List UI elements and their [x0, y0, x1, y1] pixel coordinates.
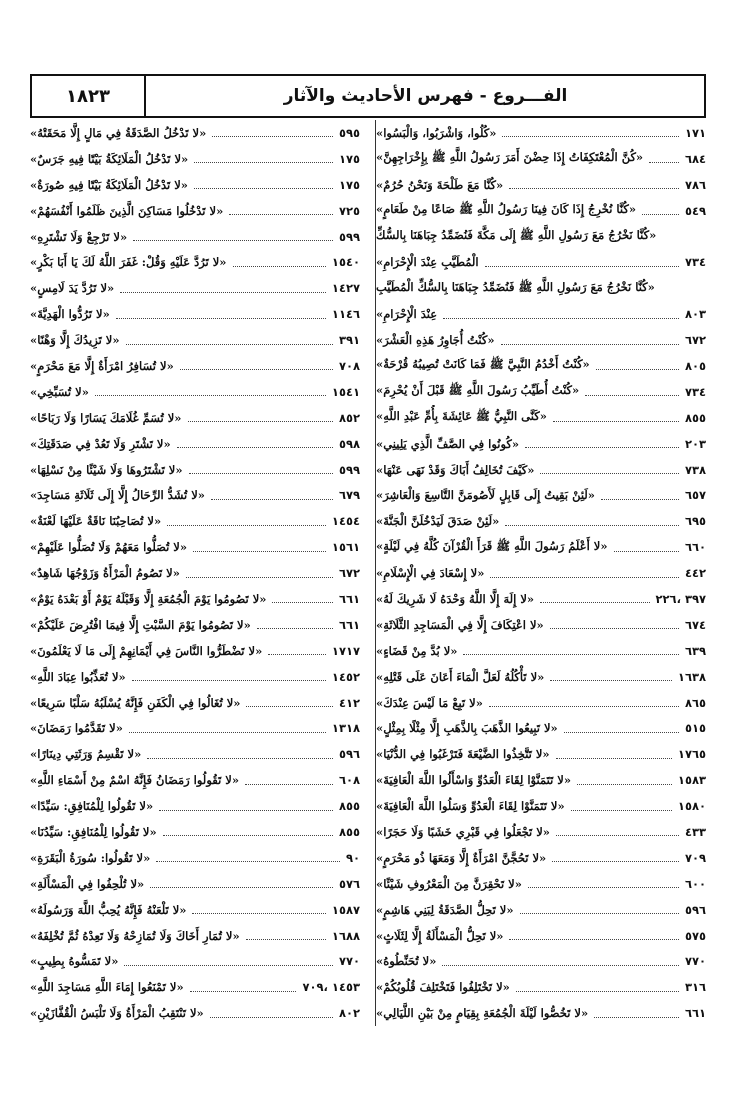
index-entry	[376, 845, 706, 871]
entry-reference: ١١٤٦	[331, 307, 360, 322]
entry-text: «كُلُوا، وَاشْرَبُوا، وَالْبَسُوا»	[376, 125, 497, 140]
entry-text: «لا تَحْقِرَنَّ مِنَ الْمَعْرُوفِ شَيْئًا»	[376, 876, 522, 891]
index-entry	[30, 120, 360, 146]
dot-leader	[192, 905, 325, 914]
index-entry	[376, 560, 706, 586]
entry-text: «كُنَّا مَعَ طَلْحَةَ وَنَحْنُ حُرُمٌ»	[376, 177, 504, 192]
entry-text: «كُنَّا نُخْرِجُ إِذَا كَانَ فِينَا رَسُولُ اللَّهِ ﷺ صَاعًا مِنْ طَعَامٍ»	[376, 202, 637, 217]
dot-leader	[556, 827, 679, 836]
entry-text: «لا تَمْنَعُوا إِمَاءَ اللَّهِ مَسَاجِدَ اللَّهِ»	[30, 980, 184, 995]
index-entry	[30, 586, 360, 612]
entry-text: «لا تَرُدَّ يَدَ لَامِسٍ»	[30, 281, 115, 296]
entry-reference: ٥٩٦	[338, 747, 360, 762]
entry-reference: ٨٦٥	[684, 695, 706, 710]
entry-text: «لا تَبِيعُوا الذَّهَبَ بِالذَّهَبِ إِلَّا مِثْلًا بِمِثْلٍ»	[376, 721, 558, 736]
entry-text: «لا اعْتِكَافَ إِلَّا فِي الْمَسَاجِدِ الثَّلَاثَةِ»	[376, 617, 544, 632]
dot-leader	[528, 879, 679, 888]
right-column	[375, 120, 706, 1026]
index-entry	[376, 767, 706, 793]
index-columns	[30, 120, 706, 1084]
entry-text: «لا تَخْتَلِفُوا فَتَخْتَلِفَ قُلُوبُكُمْ»	[376, 980, 510, 995]
entry-text: «كَيْفَ تُخَالِفُ أَبَاكَ وَقَدْ نَهَى عَنْهَا»	[376, 462, 535, 477]
entry-text: «كُنَّا نَخْرُجُ مَعَ رَسُولِ اللَّهِ ﷺ إِلَى مَكَّةَ فَنُضَمِّدُ جِبَاهَنَا بِالسُّكِّ	[376, 228, 657, 242]
entry-text: «كَنَّى النَّبِيُّ ﷺ عَائِشَةَ بِأُمِّ عَبْدِ اللَّهِ»	[376, 409, 547, 424]
dot-leader	[550, 620, 679, 629]
entry-reference: ٥٩٦	[684, 902, 706, 917]
entry-reference: ١٤٢٧	[331, 281, 360, 296]
entry-reference: ١٥٨٧	[331, 902, 360, 917]
index-entry	[30, 172, 360, 198]
entry-text: «لا تَقُولُوا لِلْمُنَافِقِ: سَيِّدُنَا»	[30, 824, 157, 839]
dot-leader	[120, 284, 326, 293]
dot-leader	[177, 439, 333, 448]
index-entry	[30, 146, 360, 172]
entry-reference: ٦٣٩	[684, 643, 706, 658]
index-entry	[30, 327, 360, 353]
entry-reference: ٣٩٧ ،٢٢٦	[655, 591, 706, 606]
entry-reference: ٥١٥	[684, 721, 706, 736]
entry-reference: ١٦٨٨	[331, 928, 360, 943]
entry-reference: ٦٧٤	[684, 617, 706, 632]
dot-leader	[156, 853, 340, 862]
index-entry	[30, 1000, 360, 1026]
entry-text: «لا تَبِعْ مَا لَيْسَ عِنْدَكَ»	[376, 695, 483, 710]
entry-text: «لا تَزِيدُكَ إِلَّا وَهْنًا»	[30, 333, 120, 348]
dot-leader	[525, 439, 679, 448]
entry-reference: ٧٧٠	[338, 954, 360, 969]
entry-text: «لا تَرْجِعْ وَلَا تَشْتَرِهِ»	[30, 229, 128, 244]
entry-reference: ١٤٥٣ ،٧٠٩	[302, 980, 360, 995]
page-header	[30, 74, 706, 118]
entry-text: «لَئِنْ بَقِيتُ إِلَى قَابِلٍ لَأَصُومَنَّ التَّاسِعَ وَالْعَاشِرَ»	[376, 488, 595, 503]
index-entry	[376, 431, 706, 457]
dot-leader	[150, 879, 333, 888]
dot-leader	[489, 698, 679, 707]
entry-text: «لا تَصُومُ الْمَرْأَةُ وَزَوْجُهَا شَاهِدٌ»	[30, 566, 180, 581]
entry-reference: ٧٧٠	[684, 954, 706, 969]
index-entry	[376, 923, 706, 949]
entry-text: «لا تُصَاحِبُنَا نَاقَةٌ عَلَيْهَا لَعْنَةٌ»	[30, 514, 162, 529]
entry-text: «لا تُحَنِّطُوهُ»	[376, 954, 437, 969]
entry-reference: ٧٣٨	[684, 462, 706, 477]
dot-leader	[210, 1009, 333, 1018]
entry-reference: ١٥٦١	[331, 540, 360, 555]
index-entry	[376, 534, 706, 560]
entry-reference: ٦٧٢	[684, 333, 706, 348]
index-entry	[376, 482, 706, 508]
entry-reference: ٥٤٩	[684, 203, 706, 218]
entry-reference: ١٥٤٠	[331, 255, 360, 270]
dot-leader	[246, 698, 332, 707]
dot-leader	[577, 776, 672, 785]
dot-leader	[443, 310, 679, 319]
index-entry	[376, 974, 706, 1000]
entry-text: «لا تَخُصُّوا لَيْلَةَ الْجُمُعَةِ بِقِيَامٍ مِنْ بَيْنِ اللَّيَالِي»	[376, 1006, 589, 1021]
entry-text: «لا تَدْخُلُ الْمَلَائِكَةُ بَيْتًا فِيهِ صُورَةٌ»	[30, 177, 188, 192]
dot-leader	[662, 233, 700, 241]
entry-reference: ١٥٤١	[331, 384, 360, 399]
index-entry	[30, 431, 360, 457]
dot-leader	[189, 465, 333, 474]
entry-reference: ٣١٦	[684, 980, 706, 995]
entry-reference: ١٧٦٥	[677, 747, 706, 762]
index-entry	[376, 638, 706, 664]
entry-reference: ٣٩١	[338, 333, 360, 348]
dot-leader	[194, 154, 333, 163]
entry-text: «لا تُصَلُّوا مَعَهُمْ وَلَا تُصَلُّوا عَلَيْهِمْ»	[30, 540, 188, 555]
index-entry	[30, 224, 360, 250]
entry-text: «لا تَتَّخِذُوا الضَّيْعَةَ فَتَرْغَبُوا فِي الدُّنْيَا»	[376, 747, 550, 762]
entry-reference: ١٣١٨	[331, 721, 360, 736]
index-entry	[376, 586, 706, 612]
entry-reference: ٦٥٧	[684, 488, 706, 503]
entry-text: «لا بُدَّ مِنْ قَضَاءٍ»	[376, 643, 458, 658]
dot-leader	[516, 983, 679, 992]
index-entry	[376, 224, 706, 250]
dot-leader	[211, 491, 333, 500]
entry-reference: ٧٠٨	[338, 358, 360, 373]
dot-leader	[233, 258, 326, 267]
index-entry	[30, 690, 360, 716]
dot-leader	[502, 128, 679, 137]
entry-text: «لا تَصُومُوا يَوْمَ السَّبْتِ إِلَّا فِيمَا افْتُرِضَ عَلَيْكُمْ»	[30, 617, 251, 632]
entry-reference: ٦٩٥	[684, 514, 706, 529]
entry-reference: ١٧٥	[338, 177, 360, 192]
dot-leader	[661, 284, 700, 292]
entry-text: «لا تَقُولُوا: سُورَةُ الْبَقَرَةِ»	[30, 850, 151, 865]
entry-reference: ٦٦١	[684, 1006, 706, 1021]
dot-leader	[540, 465, 678, 474]
index-entry	[376, 508, 706, 534]
index-entry	[376, 120, 706, 146]
entry-reference: ٨٥٢	[338, 410, 360, 425]
dot-leader	[257, 620, 333, 629]
entry-text: «لا تُلْحِفُوا فِي الْمَسْأَلَةِ»	[30, 876, 145, 891]
entry-text: «لا تَلْعَنْهُ فَإِنَّهُ يُحِبُّ اللَّهَ وَرَسُولَهُ»	[30, 902, 187, 917]
entry-text: «لا تَقُولُوا لِلْمُنَافِقِ: سَيِّدًا»	[30, 799, 154, 814]
entry-reference: ٧٢٥	[338, 203, 360, 218]
entry-reference: ٧٠٩	[684, 850, 706, 865]
entry-reference: ٩٠	[345, 850, 360, 865]
dot-leader	[490, 569, 679, 578]
entry-text: «لا تَشْتَرِ وَلَا تَعُدْ فِي صَدَقَتِكَ»	[30, 436, 171, 451]
entry-reference: ٥٩٨	[338, 436, 360, 451]
dot-leader	[585, 387, 679, 396]
entry-reference: ٦٠٠	[684, 876, 706, 891]
entry-reference: ٧٣٤	[684, 255, 706, 270]
dot-leader	[116, 310, 326, 319]
index-entry	[30, 715, 360, 741]
dot-leader	[147, 750, 333, 759]
entry-text: «لا تَقْسِمُ وَرَثَتِي دِينَارًا»	[30, 747, 142, 762]
dot-leader	[188, 413, 333, 422]
index-entry	[376, 612, 706, 638]
entry-reference: ٤٤٢	[684, 566, 706, 581]
entry-text: «كُنْتُ أُطَيِّبُ رَسُولَ اللَّهِ ﷺ قَبْلَ أَنْ يُحْرِمَ»	[376, 383, 580, 398]
entry-reference: ١٧١٧	[331, 643, 360, 658]
dot-leader	[540, 594, 649, 603]
dot-leader	[642, 206, 679, 215]
dot-leader	[159, 802, 333, 811]
entry-text: «لا إِسْعَادَ فِي الْإِسْلَامِ»	[376, 566, 485, 581]
dot-leader	[571, 802, 672, 811]
dot-leader	[552, 853, 679, 862]
entry-text: «لا تَدْخُلُ الصَّدَقَةُ فِي مَالٍ إِلَّا مَحَقَتْهُ»	[30, 125, 207, 140]
index-entry	[30, 405, 360, 431]
entry-reference: ٥٧٥	[684, 928, 706, 943]
entry-reference: ٨٠٢	[338, 1006, 360, 1021]
entry-text: «لا تُمَارِ أَخَاكَ وَلَا تُمَازِحْهُ وَلَا تَعِدْهُ ثُمَّ تُخْلِفَهُ»	[30, 928, 240, 943]
entry-text: «كُنْتُ أَخْدُمُ النَّبِيَّ ﷺ فَمَا كَانَتْ تُصِيبُهُ قُرْحَةٌ»	[376, 357, 590, 372]
index-entry	[30, 974, 360, 1000]
index-entry	[30, 249, 360, 275]
dot-leader	[167, 517, 326, 526]
entry-reference: ٦٠٨	[338, 773, 360, 788]
dot-leader	[596, 361, 679, 370]
index-entry	[376, 690, 706, 716]
index-entry	[376, 405, 706, 431]
entry-reference: ٧٣٤	[684, 384, 706, 399]
entry-text: «لا تَأْكُلُهُ لَعَلَّ الْمَاءَ أَعَانَ عَلَى قَتْلِهِ»	[376, 669, 545, 684]
index-entry	[376, 457, 706, 483]
index-entry	[376, 1000, 706, 1026]
index-entry	[376, 249, 706, 275]
entry-text: «لا تُشَدُّ الرِّحَالُ إِلَّا إِلَى ثَلَاثَةِ مَسَاجِدَ»	[30, 488, 205, 503]
dot-leader	[163, 827, 333, 836]
entry-reference: ٨٥٥	[338, 799, 360, 814]
dot-leader	[485, 258, 679, 267]
index-entry	[30, 612, 360, 638]
index-entry	[30, 457, 360, 483]
dot-leader	[193, 543, 326, 552]
entry-text: «لا تَشْتَرُوهَا وَلَا شَيْئًا مِنْ نَسْلِهَا»	[30, 462, 183, 477]
dot-leader	[509, 931, 678, 940]
entry-reference: ٨٥٥	[338, 824, 360, 839]
index-entry	[30, 560, 360, 586]
entry-reference: ١٧٥	[338, 151, 360, 166]
index-entry	[30, 949, 360, 975]
index-entry	[376, 871, 706, 897]
entry-reference: ٧٨٦	[684, 177, 706, 192]
index-entry	[30, 897, 360, 923]
entry-text: «لا تُسَمِّ غُلَامَكَ يَسَارًا وَلَا رَبَاحًا»	[30, 410, 182, 425]
index-entry	[376, 275, 706, 301]
dot-leader	[550, 672, 672, 681]
entry-reference: ١٦٣٨	[677, 669, 706, 684]
left-column	[30, 120, 360, 1026]
index-entry	[30, 741, 360, 767]
dot-leader	[180, 361, 333, 370]
entry-reference: ٨٥٥	[684, 410, 706, 425]
entry-text: «لا تُسَبِّخِي»	[30, 384, 89, 399]
entry-text: «كُنْتُ أُجَاوِرُ هَذِهِ الْعَشْرَ»	[376, 333, 495, 348]
entry-text: «كُنَّ الْمُعْتَكِفَاتُ إِذَا حِضْنَ أَمَرَ رَسُولُ اللَّهِ ﷺ بِإِخْرَاجِهِنَّ»	[376, 150, 644, 165]
entry-reference: ٥٧٦	[338, 876, 360, 891]
entry-text: «لا تَجْعَلُوا فِي قَبْرِي خَشَبًا وَلَا حَجَرًا»	[376, 824, 550, 839]
index-entry	[376, 172, 706, 198]
entry-text: «لا تَقُولُوا رَمَضَانُ فَإِنَّهُ اسْمٌ مِنْ أَسْمَاءِ اللَّهِ»	[30, 773, 240, 788]
index-entry	[30, 534, 360, 560]
entry-text: «لا تَحِلُّ الْمَسْأَلَةُ إِلَّا لِثَلَاثٍ»	[376, 928, 504, 943]
index-page	[30, 74, 706, 1084]
entry-reference: ٦٦١	[338, 617, 360, 632]
entry-reference: ٦٧٩	[338, 488, 360, 503]
index-entry	[30, 767, 360, 793]
entry-text: «لا تَحُجَّنَّ امْرَأَةٌ إِلَّا وَمَعَهَا ذُو مَحْرَمٍ»	[376, 850, 547, 865]
dot-leader	[126, 336, 333, 345]
entry-text: «لا تَرُدَّ عَلَيْهِ وَقُلْ: غَفَرَ اللَّهُ لَكَ يَا أَبَا بَكْرٍ»	[30, 255, 227, 270]
entry-reference: ٥٩٥	[338, 125, 360, 140]
entry-reference: ٤١٢	[338, 695, 360, 710]
index-entry	[376, 819, 706, 845]
dot-leader	[124, 957, 333, 966]
entry-text: «لا تَقَدَّمُوا رَمَضَانَ»	[30, 721, 123, 736]
entry-text: «كُونُوا فِي الصَّفِّ الَّذِي يَلِينِي»	[376, 436, 520, 451]
entry-text: «لا إِلَهَ إِلَّا اللَّهُ وَحْدَهُ لَا شَرِيكَ لَهُ»	[376, 591, 535, 606]
index-entry	[376, 715, 706, 741]
index-entry	[376, 793, 706, 819]
entry-reference: ١٥٨٠	[677, 799, 706, 814]
dot-leader	[509, 180, 679, 189]
dot-leader	[553, 413, 679, 422]
dot-leader	[190, 983, 297, 992]
dot-leader	[229, 206, 333, 215]
index-entry	[30, 508, 360, 534]
entry-reference: ٤٣٣	[684, 824, 706, 839]
entry-reference: ١٥٨٣	[677, 773, 706, 788]
entry-text: «لا تُعَذِّبُوا عِبَادَ اللَّهِ»	[30, 669, 126, 684]
dot-leader	[245, 776, 333, 785]
dot-leader	[186, 569, 333, 578]
entry-reference: ٨٠٣	[684, 307, 706, 322]
dot-leader	[594, 1009, 679, 1018]
entry-text: عِنْدَ الْإِحْرَامِ»	[376, 307, 438, 322]
entry-text: «لا تَضْطَرُّوا النَّاسَ فِي أَيْمَانِهِمْ إِلَى مَا لَا يَعْلَمُونَ»	[30, 643, 263, 658]
dot-leader	[272, 594, 332, 603]
entry-text: «لَئِنْ صَدَقَ لَيَدْخُلَنَّ الْجَنَّةَ»	[376, 514, 500, 529]
entry-reference: ٨٠٥	[684, 358, 706, 373]
index-entry	[30, 275, 360, 301]
dot-leader	[268, 646, 326, 655]
entry-text: «لا تَحِلُّ الصَّدَقَةُ لِبَنِي هَاشِمٍ»	[376, 902, 514, 917]
entry-reference: ٥٩٩	[338, 229, 360, 244]
dot-leader	[601, 491, 679, 500]
index-entry	[376, 897, 706, 923]
entry-text: «لا تَرُدُّوا الْهَدِيَّةَ»	[30, 307, 110, 322]
index-entry	[376, 301, 706, 327]
index-entry	[376, 379, 706, 405]
entry-text: «لا تُغَالُوا فِي الْكَفَنِ فَإِنَّهُ يُسْلَبُهُ سَلْبًا سَرِيعًا»	[30, 695, 241, 710]
entry-reference: ٦٦٠	[684, 540, 706, 555]
dot-leader	[129, 724, 326, 733]
entry-reference: ١٧١	[684, 125, 706, 140]
dot-leader	[505, 517, 679, 526]
index-entry	[30, 845, 360, 871]
index-entry	[30, 819, 360, 845]
entry-reference: ٦٧٢	[338, 566, 360, 581]
entry-reference: ٢٠٣	[684, 436, 706, 451]
dot-leader	[194, 180, 333, 189]
index-entry	[376, 146, 706, 172]
dot-leader	[463, 646, 678, 655]
entry-text: «لا تُسَافِرُ امْرَأَةٌ إِلَّا مَعَ مَحْرَمٍ»	[30, 358, 174, 373]
index-entry	[376, 741, 706, 767]
index-entry	[30, 353, 360, 379]
dot-leader	[212, 128, 333, 137]
index-entry	[30, 871, 360, 897]
dot-leader	[556, 750, 672, 759]
index-entry	[30, 198, 360, 224]
entry-reference: ٦٨٤	[684, 151, 706, 166]
dot-leader	[95, 387, 326, 396]
dot-leader	[649, 154, 679, 163]
index-entry	[376, 353, 706, 379]
entry-text: «لا تَدْخُلُ الْمَلَائِكَةُ بَيْتًا فِيهِ جَرَسٌ»	[30, 151, 189, 166]
entry-text: «كُنَّا نَخْرُجُ مَعَ رَسُولِ اللَّهِ ﷺ فَنُضَمِّدُ جِبَاهَنَا بِالسُّكِّ الْمُطَيَّبِ	[376, 279, 655, 294]
entry-text: «لا تَمَسُّوهُ بِطِيبٍ»	[30, 954, 119, 969]
entry-text: «لا تَدْخُلُوا مَسَاكِنَ الَّذِينَ ظَلَمُوا أَنْفُسَهُمْ»	[30, 203, 224, 218]
index-entry	[376, 664, 706, 690]
index-entry	[30, 793, 360, 819]
entry-reference: ١٤٥٤	[331, 514, 360, 529]
entry-text: «لا تَنْتَقِبُ الْمَرْأَةُ وَلَا تَلْبَسُ الْقُفَّازَيْنِ»	[30, 1006, 204, 1021]
dot-leader	[520, 905, 679, 914]
index-entry	[376, 198, 706, 224]
entry-text: «لا أَعْلَمُ رَسُولَ اللَّهِ ﷺ قَرَأَ الْقُرْآنَ كُلَّهُ فِي لَيْلَةٍ»	[376, 538, 608, 553]
entry-text: «لا تَتَمَنَّوْا لِقَاءَ الْعَدُوِّ وَسَلُوا اللَّهَ الْعَافِيَةَ»	[376, 799, 565, 814]
entry-reference: ٥٩٩	[338, 462, 360, 477]
dot-leader	[501, 336, 679, 345]
index-entry	[30, 664, 360, 690]
entry-reference: ١٤٥٢	[331, 669, 360, 684]
dot-leader	[564, 724, 679, 733]
index-entry	[30, 301, 360, 327]
entry-text: «لا تَتَمَنَّوْا لِقَاءَ الْعَدُوِّ وَاسْأَلُوا اللَّهَ الْعَافِيَةَ»	[376, 773, 572, 788]
running-title: الفـــروع - فهرس الأحاديث والآثار	[283, 86, 568, 106]
entry-reference: ٦٦١	[338, 591, 360, 606]
dot-leader	[132, 672, 326, 681]
index-entry	[30, 482, 360, 508]
page-number: ١٨٢٣	[32, 76, 146, 116]
dot-leader	[442, 957, 679, 966]
index-entry	[376, 327, 706, 353]
entry-text: «لا تَصُومُوا يَوْمَ الْجُمُعَةِ إِلَّا وَقَبْلَهُ يَوْمٌ أَوْ بَعْدَهُ يَوْمٌ»	[30, 591, 267, 606]
entry-text: الْمُطَيَّبِ عِنْدَ الْإِحْرَامِ»	[376, 255, 479, 270]
dot-leader	[614, 543, 679, 552]
index-entry	[30, 638, 360, 664]
dot-leader	[133, 232, 333, 241]
index-entry	[30, 923, 360, 949]
index-entry	[30, 379, 360, 405]
dot-leader	[246, 931, 326, 940]
index-entry	[376, 949, 706, 975]
